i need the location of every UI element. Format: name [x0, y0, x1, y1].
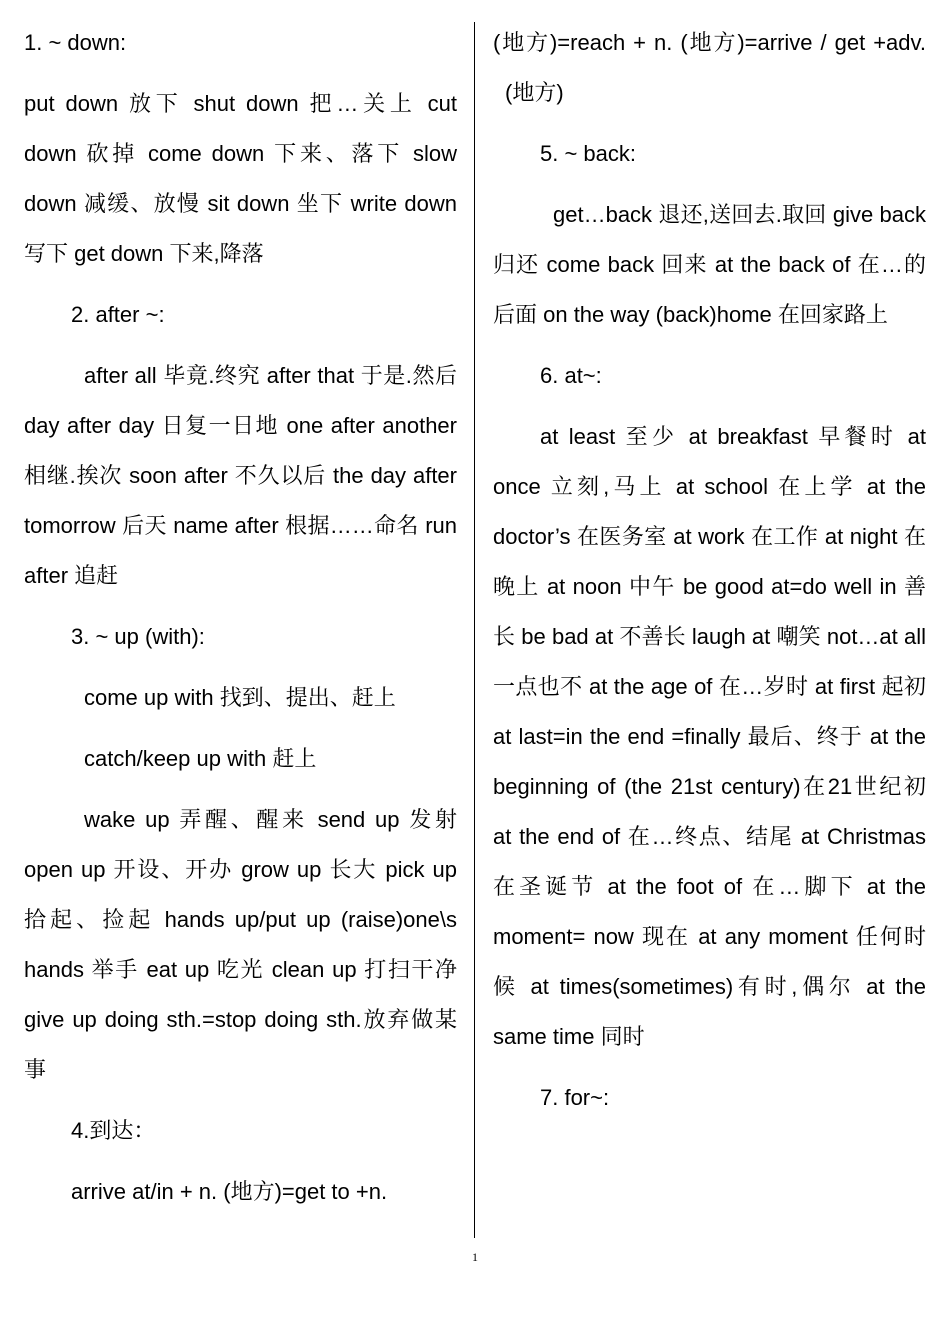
heading-at: 6. at~:	[540, 363, 602, 388]
heading-after: 2. after ~:	[71, 302, 165, 327]
phrase-come-up-with: come up with 找到、提出、赶上	[84, 685, 396, 710]
left-column	[24, 18, 457, 1217]
phrases-arrive-continued: (地方)=reach + n. (地方)=arrive / get +adv. (地方)	[493, 30, 926, 105]
heading-up: 3. ~ up (with):	[71, 624, 205, 649]
phrases-back: get…back 退还,送回去.取回 give back 归还 come back 回来 at the back of 在…的后面 on the way (back)home 在回家路上	[493, 202, 926, 327]
heading-for: 7. for~:	[540, 1085, 610, 1110]
phrases-down: put down 放下 shut down 把…关上 cut down 砍掉 come down 下来、落下 slow down 减缓、放慢 sit down 坐下 write down 写下 get down 下来,降落	[24, 91, 457, 266]
page-number: 1	[472, 1250, 478, 1264]
heading-arrive: 4.到达：	[71, 1118, 156, 1143]
phrases-up: wake up 弄醒、醒来 send up 发射 open up 开设、开办 grow up 长大 pick up 拾起、捡起 hands up/put up (raise)one\s hands 举手 eat up 吃光 clean up 打扫干净 give up doing sth.=stop doing sth.放弃做某事	[24, 807, 457, 1082]
column-divider	[474, 22, 475, 1238]
right-column	[493, 18, 926, 1123]
phrase-catch-up-with: catch/keep up with 赶上	[84, 746, 317, 771]
phrases-after: after all 毕竟.终究 after that 于是.然后 day after day 日复一日地 one after another 相继.挨次 soon after 不久以后 the day after tomorrow 后天 name after 根据……命名 run after 追赶	[24, 363, 457, 588]
heading-back: 5. ~ back:	[540, 141, 637, 166]
phrases-arrive: arrive at/in + n. (地方)=get to +n.	[71, 1179, 388, 1204]
phrases-at: at least 至少 at breakfast 早餐时 at once 立刻,马上 at school 在上学 at the doctor’s 在医务室 at work 在工作 at night 在晚上 at noon 中午 be good at=do well in 善长 be bad at 不善长 laugh at 嘲笑 not…at all 一点也不 at the age of 在…岁时 at first 起初 at last=in the end =finally 最后、终于 at the beginning of (the 21st century)在21世纪初 at the end of 在…终点、结尾 at Christmas 在圣诞节 at the foot of 在…脚下 at the moment= now 现在 at any moment 任何时候 at times(sometimes)有时,偶尔 at the same time 同时	[493, 424, 926, 1049]
heading-down: 1. ~ down:	[24, 30, 127, 55]
